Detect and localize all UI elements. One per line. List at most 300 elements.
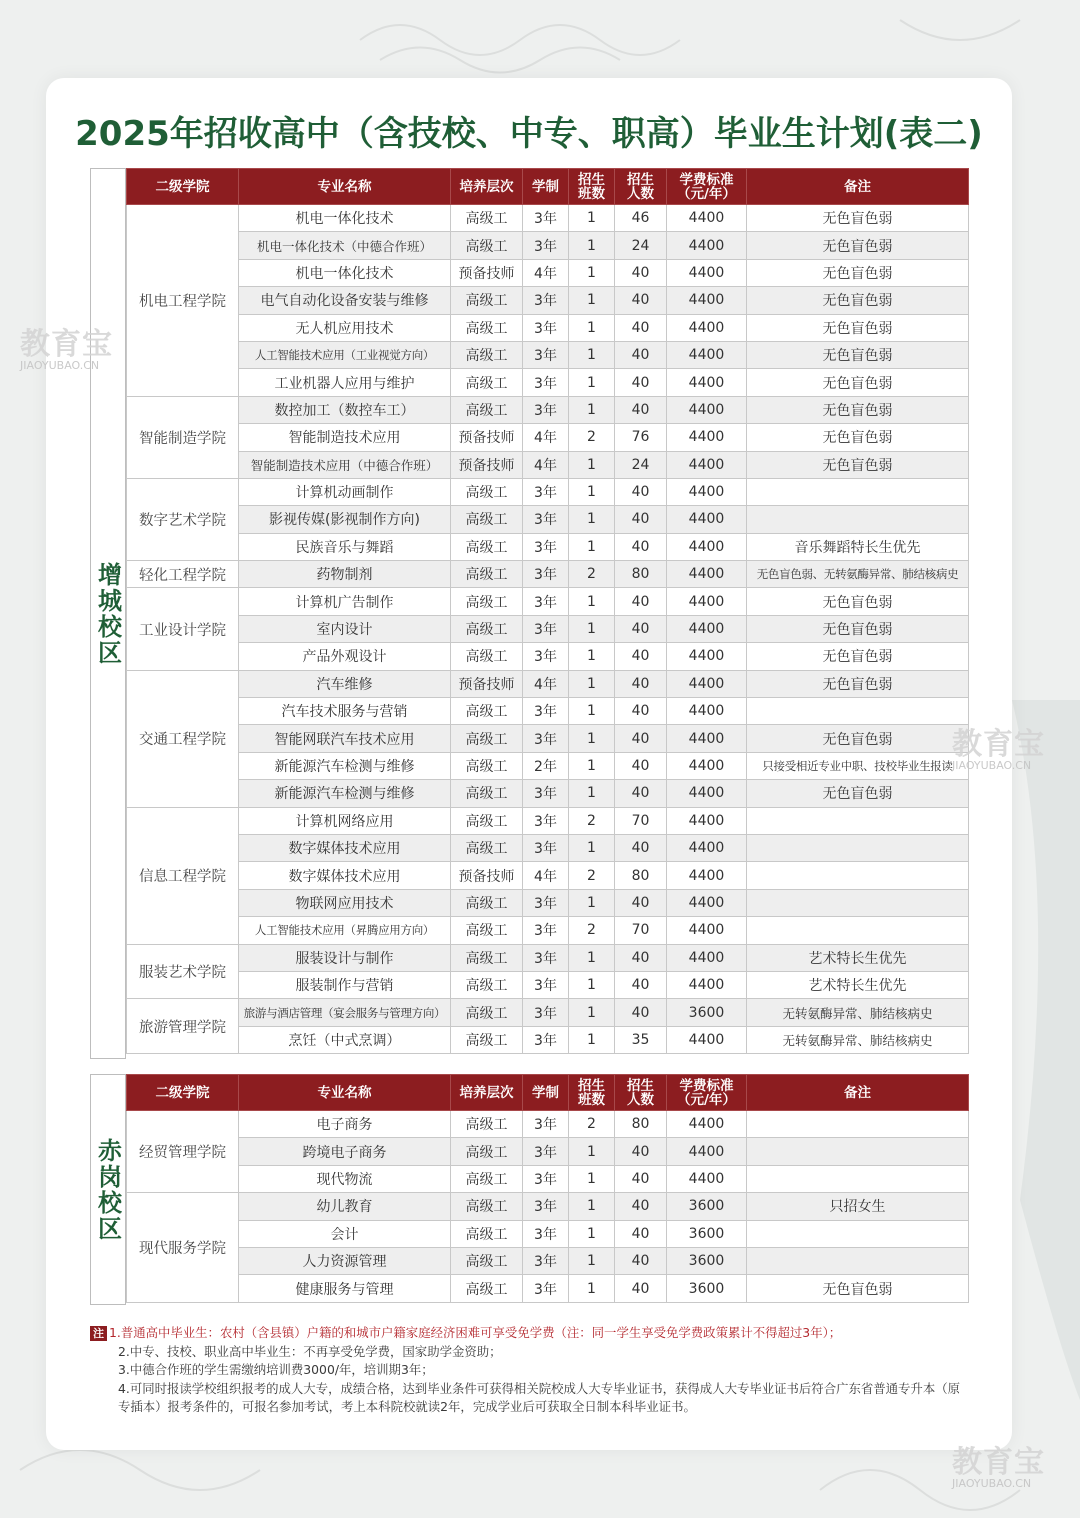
fee-cell: 4400 <box>667 478 747 505</box>
major-cell: 机电一体化技术 <box>239 205 451 232</box>
level-cell: 高级工 <box>451 1111 523 1138</box>
years-cell: 3年 <box>523 917 569 944</box>
fee-cell: 4400 <box>667 205 747 232</box>
level-cell: 高级工 <box>451 1247 523 1274</box>
table-row <box>127 1247 969 1274</box>
remark-cell: 无色盲色弱 <box>747 205 969 232</box>
level-cell: 高级工 <box>451 1220 523 1247</box>
fee-cell: 4400 <box>667 314 747 341</box>
students-cell: 40 <box>615 259 667 286</box>
remark-cell <box>747 478 969 505</box>
fee-cell: 3600 <box>667 999 747 1026</box>
students-cell: 40 <box>615 780 667 807</box>
remark-cell: 艺术特长生优先 <box>747 944 969 971</box>
years-cell: 2年 <box>523 752 569 779</box>
header-college: 二级学院 <box>127 1075 239 1111</box>
table-row <box>127 287 969 314</box>
college-cell: 现代服务学院 <box>127 1193 239 1303</box>
table-row <box>127 1111 969 1138</box>
classes-cell: 2 <box>569 1111 615 1138</box>
remark-cell: 无色盲色弱 <box>747 259 969 286</box>
classes-cell: 2 <box>569 424 615 451</box>
college-cell: 信息工程学院 <box>127 807 239 944</box>
classes-cell: 1 <box>569 971 615 998</box>
years-cell: 3年 <box>523 369 569 396</box>
level-cell: 高级工 <box>451 314 523 341</box>
level-cell: 高级工 <box>451 396 523 423</box>
remark-cell: 只接受相近专业中职、技校毕业生报读 <box>747 752 969 779</box>
classes-cell: 1 <box>569 588 615 615</box>
table-row <box>127 917 969 944</box>
students-cell: 40 <box>615 971 667 998</box>
classes-cell: 1 <box>569 232 615 259</box>
classes-cell: 1 <box>569 396 615 423</box>
table-row <box>127 643 969 670</box>
classes-cell: 1 <box>569 451 615 478</box>
table-row <box>127 424 969 451</box>
classes-cell: 1 <box>569 1026 615 1053</box>
fee-cell: 4400 <box>667 588 747 615</box>
years-cell: 3年 <box>523 232 569 259</box>
watermark-left: 教育宝 JIAOYUBAO.CN <box>20 327 113 372</box>
remark-cell: 无色盲色弱 <box>747 588 969 615</box>
years-cell: 3年 <box>523 341 569 368</box>
classes-cell: 1 <box>569 834 615 861</box>
table-row <box>127 1026 969 1053</box>
table-row <box>127 205 969 232</box>
table-row <box>127 862 969 889</box>
major-cell: 旅游与酒店管理（宴会服务与管理方向） <box>239 999 451 1026</box>
remark-cell: 无色盲色弱 <box>747 615 969 642</box>
table-row <box>127 752 969 779</box>
classes-cell: 1 <box>569 643 615 670</box>
major-cell: 物联网应用技术 <box>239 889 451 916</box>
years-cell: 3年 <box>523 506 569 533</box>
level-cell: 预备技师 <box>451 451 523 478</box>
fee-cell: 4400 <box>667 670 747 697</box>
table-header <box>127 169 969 205</box>
students-cell: 40 <box>615 1275 667 1302</box>
fee-cell: 4400 <box>667 780 747 807</box>
years-cell: 4年 <box>523 451 569 478</box>
header-fee: 学费标准 （元/年） <box>667 169 747 205</box>
students-cell: 40 <box>615 670 667 697</box>
college-cell: 旅游管理学院 <box>127 999 239 1054</box>
college-cell: 工业设计学院 <box>127 588 239 670</box>
fee-cell: 4400 <box>667 698 747 725</box>
remark-cell <box>747 506 969 533</box>
major-cell: 人工智能技术应用（工业视觉方向） <box>239 341 451 368</box>
table-body <box>127 205 969 1054</box>
remark-cell: 只招女生 <box>747 1193 969 1220</box>
remark-cell: 无转氨酶异常、肺结核病史 <box>747 999 969 1026</box>
level-cell: 高级工 <box>451 561 523 588</box>
campus-section-zengcheng <box>90 168 968 1059</box>
classes-cell: 1 <box>569 944 615 971</box>
level-cell: 预备技师 <box>451 670 523 697</box>
major-cell: 药物制剂 <box>239 561 451 588</box>
note-3: 3.中德合作班的学生需缴纳培训费3000/年，培训期3年； <box>118 1362 434 1378</box>
remark-cell <box>747 1165 969 1192</box>
major-cell: 智能网联汽车技术应用 <box>239 725 451 752</box>
level-cell: 高级工 <box>451 889 523 916</box>
page-title: 2025年招收高中（含技校、中专、职高）毕业生计划(表二) <box>75 114 983 154</box>
table-row <box>127 314 969 341</box>
table-row <box>127 588 969 615</box>
table-row <box>127 834 969 861</box>
fee-cell: 3600 <box>667 1193 747 1220</box>
years-cell: 3年 <box>523 889 569 916</box>
level-cell: 高级工 <box>451 834 523 861</box>
header-row <box>127 1075 969 1111</box>
header-level: 培养层次 <box>451 169 523 205</box>
fee-cell: 4400 <box>667 643 747 670</box>
level-cell: 高级工 <box>451 999 523 1026</box>
level-cell: 高级工 <box>451 1275 523 1302</box>
fee-cell: 4400 <box>667 232 747 259</box>
students-cell: 40 <box>615 752 667 779</box>
major-cell: 汽车技术服务与营销 <box>239 698 451 725</box>
college-cell: 数字艺术学院 <box>127 478 239 560</box>
years-cell: 3年 <box>523 1275 569 1302</box>
remark-cell: 无色盲色弱 <box>747 396 969 423</box>
table-row <box>127 807 969 834</box>
years-cell: 3年 <box>523 944 569 971</box>
table-row <box>127 369 969 396</box>
years-cell: 4年 <box>523 670 569 697</box>
students-cell: 76 <box>615 424 667 451</box>
table-row <box>127 451 969 478</box>
years-cell: 3年 <box>523 725 569 752</box>
table-row <box>127 615 969 642</box>
students-cell: 70 <box>615 807 667 834</box>
students-cell: 40 <box>615 725 667 752</box>
major-cell: 服装制作与营销 <box>239 971 451 998</box>
major-cell: 数控加工（数控车工） <box>239 396 451 423</box>
table-row <box>127 670 969 697</box>
remark-cell: 无色盲色弱 <box>747 369 969 396</box>
fee-cell: 4400 <box>667 424 747 451</box>
table-row <box>127 971 969 998</box>
enrollment-table-zengcheng <box>126 168 969 1054</box>
students-cell: 40 <box>615 698 667 725</box>
years-cell: 3年 <box>523 1165 569 1192</box>
years-cell: 3年 <box>523 588 569 615</box>
classes-cell: 1 <box>569 1275 615 1302</box>
major-cell: 计算机广告制作 <box>239 588 451 615</box>
classes-cell: 1 <box>569 889 615 916</box>
enrollment-table-chigang <box>126 1074 969 1303</box>
major-cell: 产品外观设计 <box>239 643 451 670</box>
header-level: 培养层次 <box>451 1075 523 1111</box>
fee-cell: 3600 <box>667 1220 747 1247</box>
classes-cell: 1 <box>569 314 615 341</box>
notes-section <box>90 1324 970 1417</box>
header-remark: 备注 <box>747 1075 969 1111</box>
years-cell: 3年 <box>523 834 569 861</box>
header-remark: 备注 <box>747 169 969 205</box>
students-cell: 40 <box>615 1138 667 1165</box>
college-cell: 服装艺术学院 <box>127 944 239 999</box>
classes-cell: 1 <box>569 999 615 1026</box>
students-cell: 40 <box>615 369 667 396</box>
level-cell: 高级工 <box>451 1138 523 1165</box>
major-cell: 无人机应用技术 <box>239 314 451 341</box>
level-cell: 预备技师 <box>451 424 523 451</box>
table-row <box>127 506 969 533</box>
major-cell: 工业机器人应用与维护 <box>239 369 451 396</box>
fee-cell: 3600 <box>667 1275 747 1302</box>
level-cell: 高级工 <box>451 1193 523 1220</box>
students-cell: 40 <box>615 478 667 505</box>
students-cell: 40 <box>615 889 667 916</box>
level-cell: 高级工 <box>451 232 523 259</box>
years-cell: 3年 <box>523 780 569 807</box>
students-cell: 40 <box>615 834 667 861</box>
fee-cell: 4400 <box>667 506 747 533</box>
classes-cell: 1 <box>569 1247 615 1274</box>
students-cell: 40 <box>615 314 667 341</box>
header-row <box>127 169 969 205</box>
classes-cell: 1 <box>569 369 615 396</box>
level-cell: 高级工 <box>451 533 523 560</box>
table-row <box>127 478 969 505</box>
years-cell: 3年 <box>523 287 569 314</box>
table-row <box>127 533 969 560</box>
fee-cell: 4400 <box>667 862 747 889</box>
table-row <box>127 1275 969 1302</box>
fee-cell: 4400 <box>667 561 747 588</box>
remark-cell: 无色盲色弱 <box>747 424 969 451</box>
years-cell: 3年 <box>523 533 569 560</box>
remark-cell <box>747 889 969 916</box>
years-cell: 3年 <box>523 561 569 588</box>
level-cell: 高级工 <box>451 643 523 670</box>
students-cell: 40 <box>615 287 667 314</box>
level-cell: 高级工 <box>451 588 523 615</box>
fee-cell: 4400 <box>667 259 747 286</box>
major-cell: 影视传媒(影视制作方向) <box>239 506 451 533</box>
remark-cell: 无色盲色弱 <box>747 725 969 752</box>
major-cell: 现代物流 <box>239 1165 451 1192</box>
fee-cell: 4400 <box>667 287 747 314</box>
campus-label-zengcheng: 增城校区 <box>90 168 126 1059</box>
classes-cell: 1 <box>569 670 615 697</box>
classes-cell: 1 <box>569 698 615 725</box>
remark-cell <box>747 698 969 725</box>
table-row <box>127 259 969 286</box>
years-cell: 3年 <box>523 205 569 232</box>
remark-cell: 无色盲色弱 <box>747 451 969 478</box>
header-major: 专业名称 <box>239 169 451 205</box>
college-cell: 经贸管理学院 <box>127 1111 239 1193</box>
fee-cell: 4400 <box>667 889 747 916</box>
fee-cell: 4400 <box>667 1111 747 1138</box>
table-row <box>127 232 969 259</box>
students-cell: 40 <box>615 615 667 642</box>
major-cell: 电子商务 <box>239 1111 451 1138</box>
students-cell: 40 <box>615 396 667 423</box>
level-cell: 高级工 <box>451 506 523 533</box>
fee-cell: 4400 <box>667 725 747 752</box>
major-cell: 机电一体化技术 <box>239 259 451 286</box>
header-students: 招生 人数 <box>615 1075 667 1111</box>
remark-cell: 无色盲色弱 <box>747 287 969 314</box>
note-1: 注 1.普通高中毕业生：农村（含县镇）户籍的和城市户籍家庭经济困难可享受免学费（注：同一学生享受免学费政策累计不得超过3年）； <box>90 1324 970 1343</box>
fee-cell: 4400 <box>667 396 747 423</box>
level-cell: 高级工 <box>451 752 523 779</box>
major-cell: 会计 <box>239 1220 451 1247</box>
major-cell: 民族音乐与舞蹈 <box>239 533 451 560</box>
remark-cell: 无色盲色弱 <box>747 341 969 368</box>
level-cell: 高级工 <box>451 1165 523 1192</box>
major-cell: 机电一体化技术（中德合作班） <box>239 232 451 259</box>
students-cell: 24 <box>615 232 667 259</box>
remark-cell: 音乐舞蹈特长生优先 <box>747 533 969 560</box>
classes-cell: 2 <box>569 862 615 889</box>
classes-cell: 2 <box>569 561 615 588</box>
fee-cell: 4400 <box>667 834 747 861</box>
major-cell: 烹饪（中式烹调） <box>239 1026 451 1053</box>
students-cell: 40 <box>615 1165 667 1192</box>
note-badge: 注 <box>90 1326 107 1341</box>
students-cell: 40 <box>615 506 667 533</box>
remark-cell: 无色盲色弱 <box>747 643 969 670</box>
watermark-right: 教育宝 JIAOYUBAO.CN <box>952 727 1045 772</box>
students-cell: 40 <box>615 533 667 560</box>
level-cell: 高级工 <box>451 917 523 944</box>
major-cell: 数字媒体技术应用 <box>239 862 451 889</box>
remark-cell: 无色盲色弱、无转氨酶异常、肺结核病史 <box>747 561 969 588</box>
students-cell: 40 <box>615 944 667 971</box>
classes-cell: 1 <box>569 506 615 533</box>
fee-cell: 4400 <box>667 369 747 396</box>
years-cell: 3年 <box>523 314 569 341</box>
classes-cell: 1 <box>569 1165 615 1192</box>
classes-cell: 1 <box>569 780 615 807</box>
level-cell: 高级工 <box>451 971 523 998</box>
level-cell: 高级工 <box>451 478 523 505</box>
fee-cell: 4400 <box>667 451 747 478</box>
students-cell: 80 <box>615 561 667 588</box>
major-cell: 新能源汽车检测与维修 <box>239 780 451 807</box>
level-cell: 预备技师 <box>451 862 523 889</box>
note-4: 4.可同时报读学校组织报考的成人大专，成绩合格，达到毕业条件可获得相关院校成人大专毕业证书，获得成人大专毕业证书后符合广东省普通专升本（原专插本）报考条件的，可报名参加考试，考上本科院校就读2年，完成学业后可获取全日制本科毕业证书。 <box>118 1380 960 1415</box>
header-years: 学制 <box>523 1075 569 1111</box>
major-cell: 数字媒体技术应用 <box>239 834 451 861</box>
note-2: 2.中专、技校、职业高中毕业生：不再享受免学费，国家助学金资助； <box>118 1343 502 1359</box>
classes-cell: 1 <box>569 1193 615 1220</box>
students-cell: 40 <box>615 1247 667 1274</box>
header-fee: 学费标准 （元/年） <box>667 1075 747 1111</box>
table-row <box>127 780 969 807</box>
level-cell: 高级工 <box>451 698 523 725</box>
table-row <box>127 1193 969 1220</box>
years-cell: 3年 <box>523 807 569 834</box>
college-cell: 智能制造学院 <box>127 396 239 478</box>
major-cell: 人工智能技术应用（昇腾应用方向） <box>239 917 451 944</box>
major-cell: 计算机网络应用 <box>239 807 451 834</box>
fee-cell: 4400 <box>667 1138 747 1165</box>
table-body <box>127 1111 969 1303</box>
remark-cell <box>747 834 969 861</box>
table-row <box>127 944 969 971</box>
remark-cell: 无色盲色弱 <box>747 232 969 259</box>
classes-cell: 1 <box>569 205 615 232</box>
level-cell: 高级工 <box>451 287 523 314</box>
remark-cell: 无色盲色弱 <box>747 1275 969 1302</box>
table-row <box>127 396 969 423</box>
level-cell: 高级工 <box>451 725 523 752</box>
level-cell: 高级工 <box>451 369 523 396</box>
classes-cell: 1 <box>569 1220 615 1247</box>
header-major: 专业名称 <box>239 1075 451 1111</box>
students-cell: 24 <box>615 451 667 478</box>
remark-cell: 无色盲色弱 <box>747 314 969 341</box>
years-cell: 3年 <box>523 1247 569 1274</box>
years-cell: 3年 <box>523 971 569 998</box>
fee-cell: 4400 <box>667 1165 747 1192</box>
fee-cell: 4400 <box>667 917 747 944</box>
header-college: 二级学院 <box>127 169 239 205</box>
years-cell: 3年 <box>523 1220 569 1247</box>
campus-section-chigang <box>90 1074 968 1305</box>
level-cell: 高级工 <box>451 205 523 232</box>
header-students: 招生 人数 <box>615 169 667 205</box>
students-cell: 40 <box>615 643 667 670</box>
classes-cell: 1 <box>569 287 615 314</box>
students-cell: 35 <box>615 1026 667 1053</box>
years-cell: 3年 <box>523 1111 569 1138</box>
years-cell: 3年 <box>523 698 569 725</box>
fee-cell: 4400 <box>667 944 747 971</box>
level-cell: 高级工 <box>451 341 523 368</box>
level-cell: 高级工 <box>451 944 523 971</box>
remark-cell: 无转氨酶异常、肺结核病史 <box>747 1026 969 1053</box>
students-cell: 40 <box>615 1220 667 1247</box>
level-cell: 高级工 <box>451 1026 523 1053</box>
major-cell: 幼儿教育 <box>239 1193 451 1220</box>
watermark-bottom: 教育宝 JIAOYUBAO.CN <box>952 1445 1045 1490</box>
table-row <box>127 1220 969 1247</box>
years-cell: 3年 <box>523 615 569 642</box>
table-row <box>127 698 969 725</box>
college-cell: 机电工程学院 <box>127 205 239 397</box>
table-header <box>127 1075 969 1111</box>
classes-cell: 1 <box>569 341 615 368</box>
classes-cell: 1 <box>569 478 615 505</box>
fee-cell: 4400 <box>667 752 747 779</box>
fee-cell: 4400 <box>667 807 747 834</box>
remark-cell <box>747 1138 969 1165</box>
years-cell: 4年 <box>523 862 569 889</box>
years-cell: 4年 <box>523 259 569 286</box>
major-cell: 智能制造技术应用（中德合作班） <box>239 451 451 478</box>
major-cell: 汽车维修 <box>239 670 451 697</box>
major-cell: 服装设计与制作 <box>239 944 451 971</box>
remark-cell <box>747 862 969 889</box>
table-row <box>127 1165 969 1192</box>
remark-cell <box>747 917 969 944</box>
college-cell: 轻化工程学院 <box>127 561 239 588</box>
years-cell: 4年 <box>523 424 569 451</box>
remark-cell <box>747 1247 969 1274</box>
students-cell: 40 <box>615 999 667 1026</box>
classes-cell: 1 <box>569 259 615 286</box>
major-cell: 新能源汽车检测与维修 <box>239 752 451 779</box>
major-cell: 室内设计 <box>239 615 451 642</box>
classes-cell: 2 <box>569 807 615 834</box>
